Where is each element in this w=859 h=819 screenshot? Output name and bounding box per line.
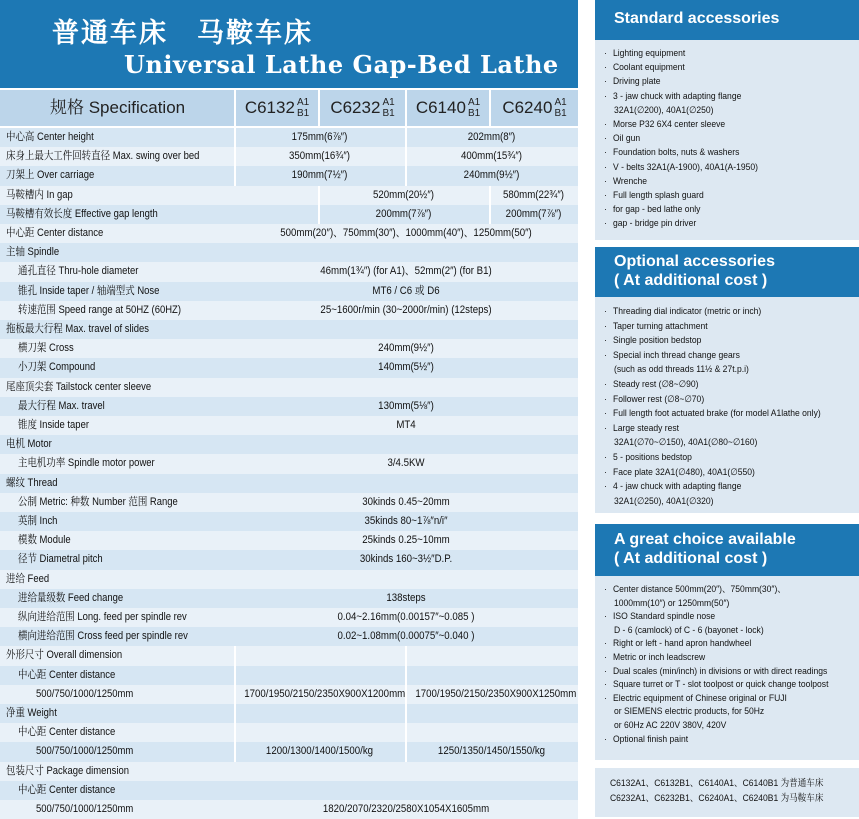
row-label: 外形尺寸 Overall dimension bbox=[6, 649, 123, 662]
bullet-icon: · bbox=[604, 379, 607, 390]
row-value: 240mm(9½″) bbox=[463, 169, 520, 182]
standard-accessories-title: Standard accessories bbox=[614, 10, 780, 27]
row-value: 25kinds 0.25~10mm bbox=[362, 534, 450, 547]
great-choice-subtitle: ( At additional cost ) bbox=[614, 550, 768, 567]
row-value: 0.04~2.16mm(0.00157″~0.085 ) bbox=[337, 611, 475, 623]
list-item bbox=[604, 132, 640, 146]
list-item-text: Coolant equipment bbox=[613, 62, 685, 74]
row-label: 进给 Feed bbox=[6, 572, 50, 585]
column-divider bbox=[234, 704, 236, 723]
column-divider bbox=[234, 685, 236, 704]
list-item bbox=[604, 610, 715, 624]
table-row bbox=[0, 358, 578, 377]
list-item-text: Special inch thread change gears bbox=[613, 349, 740, 361]
column-divider bbox=[489, 186, 491, 205]
bullet-icon: · bbox=[604, 481, 607, 493]
bullet-icon: · bbox=[604, 218, 607, 230]
bullet-icon: · bbox=[604, 306, 607, 317]
list-item bbox=[604, 189, 704, 203]
table-row bbox=[0, 147, 578, 166]
table-row bbox=[0, 186, 578, 205]
row-value: 1700/1950/2150/2350X900X1200mm bbox=[244, 687, 406, 700]
table-row bbox=[0, 608, 578, 627]
title-chinese: 普通车床 马鞍车床 bbox=[52, 18, 313, 48]
column-divider bbox=[234, 666, 236, 685]
list-item-text: Lighting equipment bbox=[613, 48, 686, 59]
column-divider bbox=[405, 147, 407, 166]
table-row bbox=[0, 339, 578, 358]
bullet-icon: · bbox=[604, 175, 607, 187]
model-header bbox=[489, 90, 578, 126]
model-name: C6232 bbox=[330, 98, 381, 117]
bullet-icon: · bbox=[604, 90, 607, 102]
list-item-text: ISO Standard spindle nose bbox=[613, 611, 716, 623]
great-choice-title: A great choice available bbox=[614, 531, 796, 548]
list-item bbox=[614, 495, 714, 509]
list-item-text: or 60Hz AC 220V 380V, 420V bbox=[614, 720, 727, 731]
table-row bbox=[0, 262, 578, 281]
list-item bbox=[604, 480, 741, 494]
list-item-text: Electric equipment of Chinese original or FUJI bbox=[613, 692, 787, 704]
list-item bbox=[604, 146, 739, 160]
list-item-text: for gap - bed lathe only bbox=[613, 204, 701, 216]
list-item bbox=[614, 719, 726, 733]
list-item-text: 1000mm(10″) or 1250mm(50″) bbox=[614, 597, 730, 609]
bullet-icon: · bbox=[604, 349, 607, 361]
row-value: 130mm(5⅛″) bbox=[378, 399, 434, 412]
row-label: 小刀架 Compound bbox=[18, 361, 96, 374]
row-label: 中心距 Center distance bbox=[6, 227, 104, 239]
column-divider bbox=[405, 166, 407, 185]
table-row bbox=[0, 224, 578, 243]
list-item-text: Full length splash guard bbox=[613, 190, 704, 201]
list-item bbox=[604, 47, 685, 61]
column-divider bbox=[405, 128, 407, 147]
table-row bbox=[0, 589, 578, 608]
row-label: 中心距 Center distance bbox=[18, 726, 116, 739]
row-value: 190mm(7½″) bbox=[291, 169, 348, 182]
column-divider bbox=[489, 205, 491, 224]
table-row bbox=[0, 378, 578, 397]
row-label: 刀架上 Over carriage bbox=[6, 169, 95, 182]
bullet-icon: · bbox=[604, 119, 607, 130]
list-item-text: Face plate 32A1(∅480), 40A1(∅550) bbox=[613, 466, 755, 478]
column-divider bbox=[405, 646, 407, 665]
table-row bbox=[0, 166, 578, 185]
list-item-text: Foundation bolts, nuts & washers bbox=[613, 147, 740, 159]
column-divider bbox=[318, 186, 320, 205]
bullet-icon: · bbox=[604, 466, 607, 478]
bullet-icon: · bbox=[604, 147, 607, 159]
list-item-text: Threading dial indicator (metric or inch) bbox=[613, 306, 762, 317]
list-item-text: 32A1(∅70~∅150), 40A1(∅80~∅160) bbox=[614, 437, 758, 449]
great-choice-list bbox=[595, 576, 859, 760]
model-name: C6132 bbox=[244, 98, 295, 117]
row-value: 400mm(15¾″) bbox=[461, 150, 522, 163]
row-label: 横刀架 Cross bbox=[18, 342, 74, 355]
row-label: 拖板最大行程 Max. travel of slides bbox=[6, 323, 149, 335]
list-item bbox=[604, 665, 827, 679]
list-item-text: V - belts 32A1(A-1900), 40A1(A-1950) bbox=[613, 161, 758, 173]
row-label: 进给量级数 Feed change bbox=[18, 591, 124, 604]
list-item-text: (such as odd threads 11½ & 27t.p.i) bbox=[614, 364, 749, 376]
bullet-icon: · bbox=[604, 692, 607, 704]
list-item bbox=[604, 422, 679, 436]
optional-accessories-title: Optional accessories bbox=[614, 253, 775, 270]
list-item bbox=[604, 692, 787, 706]
list-item bbox=[604, 217, 696, 231]
list-item bbox=[604, 733, 688, 747]
list-item-text: Follower rest (∅8~∅70) bbox=[613, 393, 705, 405]
table-row bbox=[0, 243, 578, 262]
bullet-icon: · bbox=[604, 204, 607, 216]
bullet-icon: · bbox=[604, 161, 607, 173]
table-row bbox=[0, 512, 578, 531]
bullet-icon: · bbox=[604, 393, 607, 405]
bullet-icon: · bbox=[604, 452, 607, 463]
bullet-icon: · bbox=[604, 408, 607, 420]
list-item-text: Right or left - hand apron handwheel bbox=[613, 638, 752, 650]
list-item-text: 3 - jaw chuck with adapting flange bbox=[613, 90, 742, 102]
model-variant-a: A1 bbox=[296, 97, 310, 108]
row-label: 公制 Metric: 种数 Number 范围 Range bbox=[18, 495, 178, 508]
row-label: 径节 Diametral pitch bbox=[18, 553, 103, 566]
row-label: 中心距 Center distance bbox=[18, 783, 116, 796]
table-row bbox=[0, 742, 578, 761]
list-item-text: Wrenche bbox=[613, 175, 648, 187]
row-label: 横向进给范围 Cross feed per spindle rev bbox=[18, 630, 188, 643]
list-item bbox=[604, 161, 758, 175]
bullet-icon: · bbox=[604, 133, 607, 145]
bullet-icon: · bbox=[604, 48, 607, 59]
table-row bbox=[0, 666, 578, 685]
list-item bbox=[604, 451, 692, 465]
model-variant-a: A1 bbox=[554, 97, 567, 108]
bullet-icon: · bbox=[604, 733, 607, 745]
list-item-text: gap - bridge pin driver bbox=[613, 218, 697, 230]
list-item bbox=[604, 203, 700, 217]
optional-accessories-subtitle: ( At additional cost ) bbox=[614, 272, 768, 289]
bullet-icon: · bbox=[604, 652, 607, 663]
row-label: 电机 Motor bbox=[6, 438, 52, 451]
column-divider bbox=[234, 166, 236, 185]
row-label: 螺纹 Thread bbox=[6, 476, 58, 489]
great-choice-header bbox=[595, 524, 859, 576]
model-variant-b: B1 bbox=[554, 108, 567, 119]
column-divider bbox=[405, 704, 407, 723]
list-item-text: Center distance 500mm(20″)、750mm(30″)、 bbox=[613, 584, 786, 595]
bullet-icon: · bbox=[604, 320, 607, 332]
list-item-text: 32A1(∅200), 40A1(∅250) bbox=[614, 104, 714, 116]
row-label: 英制 Inch bbox=[18, 515, 58, 527]
row-label: 主轴 Spindle bbox=[6, 246, 60, 259]
table-row bbox=[0, 646, 578, 665]
column-divider bbox=[405, 742, 407, 761]
list-item bbox=[614, 436, 757, 450]
row-label: 主电机功率 Spindle motor power bbox=[18, 457, 155, 470]
list-item-text: Square turret or T - slot toolpost or quick change toolpost bbox=[613, 679, 829, 691]
column-divider bbox=[234, 646, 236, 665]
list-item bbox=[604, 61, 685, 75]
list-item bbox=[604, 378, 698, 392]
table-row bbox=[0, 685, 578, 704]
table-row bbox=[0, 205, 578, 224]
standard-accessories-list bbox=[595, 40, 859, 240]
title-header bbox=[0, 0, 578, 88]
row-value: 30kinds 160~3½″D.P. bbox=[359, 553, 453, 566]
list-item bbox=[604, 334, 701, 348]
table-row bbox=[0, 435, 578, 454]
table-row bbox=[0, 320, 578, 339]
table-row bbox=[0, 762, 578, 781]
table-row bbox=[0, 454, 578, 473]
column-divider bbox=[234, 147, 236, 166]
model-notes bbox=[595, 768, 859, 817]
list-item bbox=[604, 90, 741, 104]
accessories-panel bbox=[595, 0, 859, 817]
model-header bbox=[318, 90, 405, 126]
list-item-text: Oil gun bbox=[613, 133, 641, 145]
list-item-text: Large steady rest bbox=[613, 422, 680, 434]
row-value: 25~1600r/min (30~2000r/min) (12steps) bbox=[320, 303, 492, 316]
row-value: 1250/1350/1450/1550/kg bbox=[437, 745, 546, 758]
column-divider bbox=[234, 742, 236, 761]
bullet-icon: · bbox=[604, 584, 607, 595]
model-variant-a: A1 bbox=[382, 97, 395, 108]
list-item bbox=[604, 75, 661, 89]
row-value: 140mm(5½″) bbox=[378, 361, 434, 374]
row-label: 中心高 Center height bbox=[6, 131, 94, 143]
model-name: C6140 bbox=[415, 98, 466, 117]
row-value: MT6 / C6 或 D6 bbox=[372, 284, 440, 297]
model-header bbox=[405, 90, 489, 126]
column-divider bbox=[405, 685, 407, 704]
list-item-text: Morse P32 6X4 center sleeve bbox=[613, 119, 726, 130]
list-item bbox=[604, 407, 821, 421]
bullet-icon: · bbox=[604, 611, 607, 623]
row-value: 200mm(7⅞″) bbox=[505, 207, 562, 220]
list-item bbox=[604, 320, 708, 334]
list-item-text: Full length foot actuated brake (for model A1lathe only) bbox=[613, 408, 821, 420]
row-label: 500/750/1000/1250mm bbox=[36, 803, 134, 815]
column-divider bbox=[234, 128, 236, 147]
row-label: 模数 Module bbox=[18, 534, 71, 547]
table-row bbox=[0, 704, 578, 723]
row-label: 500/750/1000/1250mm bbox=[36, 687, 134, 700]
row-value: 175mm(6⅞″) bbox=[291, 131, 348, 143]
row-value: 350mm(16¾″) bbox=[289, 150, 350, 163]
row-value: 500mm(20″)、750mm(30″)、1000mm(40″)、1250mm(50″) bbox=[280, 227, 532, 239]
table-row bbox=[0, 416, 578, 435]
list-item-text: Optional finish paint bbox=[613, 733, 689, 745]
table-row bbox=[0, 570, 578, 589]
bullet-icon: · bbox=[604, 62, 607, 74]
table-row bbox=[0, 301, 578, 320]
row-value: 138steps bbox=[386, 591, 426, 604]
list-item bbox=[604, 583, 786, 597]
row-label: 马鞍槽有效长度 Effective gap length bbox=[6, 207, 158, 220]
list-item-text: Single position bedstop bbox=[613, 335, 702, 347]
row-value: 202mm(8″) bbox=[467, 131, 516, 143]
list-item bbox=[614, 705, 764, 719]
spec-header-row bbox=[0, 88, 578, 128]
row-value: 35kinds 80~1⅞″n/i″ bbox=[364, 515, 448, 527]
list-item bbox=[604, 175, 647, 189]
list-item bbox=[604, 305, 761, 319]
list-item-text: 4 - jaw chuck with adapting flange bbox=[613, 481, 742, 493]
row-value: 1820/2070/2320/2580X1054X1605mm bbox=[322, 803, 490, 815]
row-value: 3/4.5KW bbox=[387, 457, 425, 470]
list-item bbox=[614, 104, 714, 118]
list-item-text: Dual scales (min/inch) in divisions or with direct readings bbox=[613, 665, 828, 677]
row-label: 中心距 Center distance bbox=[18, 668, 116, 681]
list-item bbox=[614, 624, 764, 638]
row-label: 锥度 Inside taper bbox=[18, 419, 89, 431]
row-value: 520mm(20½″) bbox=[373, 188, 434, 201]
row-value: 200mm(7⅞″) bbox=[375, 207, 432, 220]
row-label: 转速范围 Speed range at 50HZ (60HZ) bbox=[18, 303, 181, 316]
list-item-text: Metric or inch leadscrew bbox=[613, 652, 706, 663]
column-divider bbox=[234, 723, 236, 742]
table-row bbox=[0, 128, 578, 147]
model-variant-b: B1 bbox=[382, 108, 395, 119]
model-variant-a: A1 bbox=[467, 97, 481, 108]
table-row bbox=[0, 800, 578, 819]
table-row bbox=[0, 723, 578, 742]
bullet-icon: · bbox=[604, 335, 607, 347]
row-value: MT4 bbox=[396, 419, 416, 431]
list-item-text: 5 - positions bedstop bbox=[613, 452, 692, 463]
row-label: 包装尺寸 Package dimension bbox=[6, 764, 130, 777]
list-item bbox=[604, 651, 705, 665]
optional-accessories-list bbox=[595, 297, 859, 513]
row-value: 0.02~1.08mm(0.00075″~0.040 ) bbox=[337, 630, 475, 643]
row-label: 通孔直径 Thru-hole diameter bbox=[18, 265, 139, 278]
row-label: 马鞍槽内 In gap bbox=[6, 188, 73, 201]
bullet-icon: · bbox=[604, 679, 607, 691]
bullet-icon: · bbox=[604, 76, 607, 88]
list-item-text: D - 6 (camlock) of C - 6 (bayonet - lock) bbox=[614, 624, 764, 636]
table-row bbox=[0, 397, 578, 416]
table-row bbox=[0, 282, 578, 301]
row-value: 1200/1300/1400/1500/kg bbox=[265, 745, 374, 758]
table-row bbox=[0, 781, 578, 800]
model-variant-b: B1 bbox=[467, 108, 481, 119]
title-english: Universal Lathe Gap-Bed Lathe bbox=[124, 50, 559, 79]
list-item-text: Steady rest (∅8~∅90) bbox=[613, 379, 699, 390]
bullet-icon: · bbox=[604, 665, 607, 677]
model-variant-b: B1 bbox=[296, 108, 310, 119]
model-note-line: C6132A1、C6132B1、C6140A1、C6140B1 为普通车床 bbox=[610, 778, 824, 789]
column-divider bbox=[405, 723, 407, 742]
optional-accessories-header bbox=[595, 247, 859, 297]
list-item-text: Taper turning attachment bbox=[613, 320, 708, 332]
row-label: 床身上最大工件回转直径 Max. swing over bed bbox=[6, 150, 200, 163]
row-value: 30kinds 0.45~20mm bbox=[362, 495, 450, 508]
row-label: 500/750/1000/1250mm bbox=[36, 745, 134, 758]
table-row bbox=[0, 627, 578, 646]
row-value: 580mm(22¾″) bbox=[503, 188, 564, 201]
row-value: 1700/1950/2150/2350X900X1250mm bbox=[415, 687, 577, 700]
list-item bbox=[604, 637, 751, 651]
column-divider bbox=[318, 205, 320, 224]
row-value: 240mm(9½″) bbox=[378, 342, 434, 355]
table-row bbox=[0, 474, 578, 493]
standard-accessories-header bbox=[595, 0, 859, 40]
row-label: 纵向进给范围 Long. feed per spindle rev bbox=[18, 611, 187, 623]
column-divider bbox=[405, 666, 407, 685]
table-row bbox=[0, 493, 578, 512]
row-label: 锥孔 Inside taper / 轴端型式 Nose bbox=[18, 284, 160, 297]
model-note-line: C6232A1、C6232B1、C6240A1、C6240B1 为马鞍车床 bbox=[610, 793, 824, 804]
bullet-icon: · bbox=[604, 638, 607, 650]
list-item bbox=[604, 118, 725, 132]
list-item-text: or SIEMENS electric products, for 50Hz bbox=[614, 706, 765, 718]
bullet-icon: · bbox=[604, 422, 607, 434]
list-item-text: Driving plate bbox=[613, 76, 661, 88]
row-label: 净重 Weight bbox=[6, 707, 57, 719]
table-row bbox=[0, 531, 578, 550]
table-row bbox=[0, 550, 578, 569]
list-item bbox=[604, 349, 740, 363]
bullet-icon: · bbox=[604, 190, 607, 201]
list-item bbox=[614, 597, 729, 611]
list-item-text: 32A1(∅250), 40A1(∅320) bbox=[614, 495, 714, 507]
row-label: 最大行程 Max. travel bbox=[18, 399, 105, 412]
row-label: 尾座顶尖套 Tailstock center sleeve bbox=[6, 380, 152, 393]
list-item bbox=[614, 363, 749, 377]
row-value: 46mm(1¾″) (for A1)、52mm(2″) (for B1) bbox=[320, 265, 492, 278]
list-item bbox=[604, 678, 828, 692]
model-name: C6240 bbox=[502, 98, 553, 117]
list-item bbox=[604, 393, 704, 407]
model-header bbox=[234, 90, 318, 126]
list-item bbox=[604, 466, 755, 480]
spec-label: 规格 Specification bbox=[50, 98, 186, 117]
